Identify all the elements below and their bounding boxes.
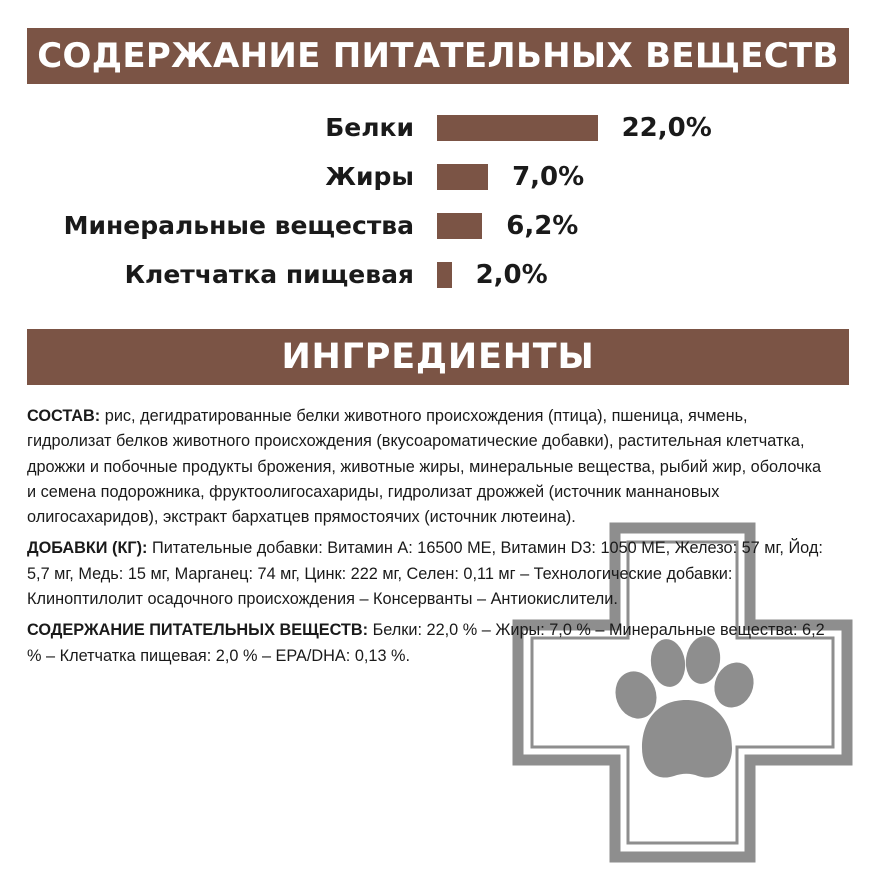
nutrient-label: Минеральные вещества	[63, 211, 414, 240]
nutrients-header: СОДЕРЖАНИЕ ПИТАТЕЛЬНЫХ ВЕЩЕСТВ	[27, 28, 849, 84]
nutrient-bar	[437, 164, 488, 190]
nutrient-row	[0, 162, 875, 192]
nutrient-row	[0, 113, 875, 143]
nutrient-value: 22,0%	[621, 113, 712, 143]
composition-paragraph	[27, 404, 827, 530]
nutrient-label: Клетчатка пищевая	[124, 260, 414, 289]
nutrient-label: Белки	[325, 113, 414, 142]
additives-text: Питательные добавки: Витамин А: 16500 МЕ, Витамин D3: 1050 МЕ, Железо: 57 мг, Йод: 5,7 мг, Медь: 15 мг, Марганец: 74 мг, Цинк: 222 мг, Селен: 0,11 мг – Технологические добавки: Клиноптилолит осадочного происхождения – Консерванты – Антиокислители.	[27, 539, 823, 609]
nutrient-value: 6,2%	[506, 211, 579, 241]
nutrient-bar	[437, 115, 598, 141]
nutrient-label: Жиры	[325, 162, 414, 191]
ingredients-header: ИНГРЕДИЕНТЫ	[27, 329, 849, 385]
composition-label: СОСТАВ:	[27, 407, 101, 425]
nutrients-summary-text: Белки: 22,0 % – Жиры: 7,0 % – Минеральные вещества: 6,2 % – Клетчатка пищевая: 2,0 % – EPA/DHA: 0,13 %.	[27, 621, 825, 665]
nutrient-value: 2,0%	[475, 260, 548, 290]
nutrient-bar	[437, 262, 452, 288]
nutrients-paragraph	[27, 618, 827, 669]
nutrient-bar	[437, 213, 482, 239]
composition-text: рис, дегидратированные белки животного происхождения (птица), пшеница, ячмень, гидролизат белков животного происхождения (вкусоароматические добавки), растительная клетчатка, дрожжи и побочные продукты брожения, животные жиры, минеральные вещества, рыбий жир, оболочка и семена подорожника, фруктоолигосахариды, гидролизат дрожжей (источник маннановых олигосахаридов), экстракт бархатцев прямостоячих (источник лютеина).	[27, 407, 822, 527]
nutrients-summary-label: СОДЕРЖАНИЕ ПИТАТЕЛЬНЫХ ВЕЩЕСТВ:	[27, 621, 369, 640]
nutrient-row	[0, 211, 875, 241]
ingredients-text	[27, 404, 827, 675]
additives-paragraph	[27, 536, 827, 612]
additives-label: ДОБАВКИ (КГ):	[27, 539, 148, 558]
nutrient-row	[0, 260, 875, 290]
nutrient-value: 7,0%	[512, 162, 585, 192]
